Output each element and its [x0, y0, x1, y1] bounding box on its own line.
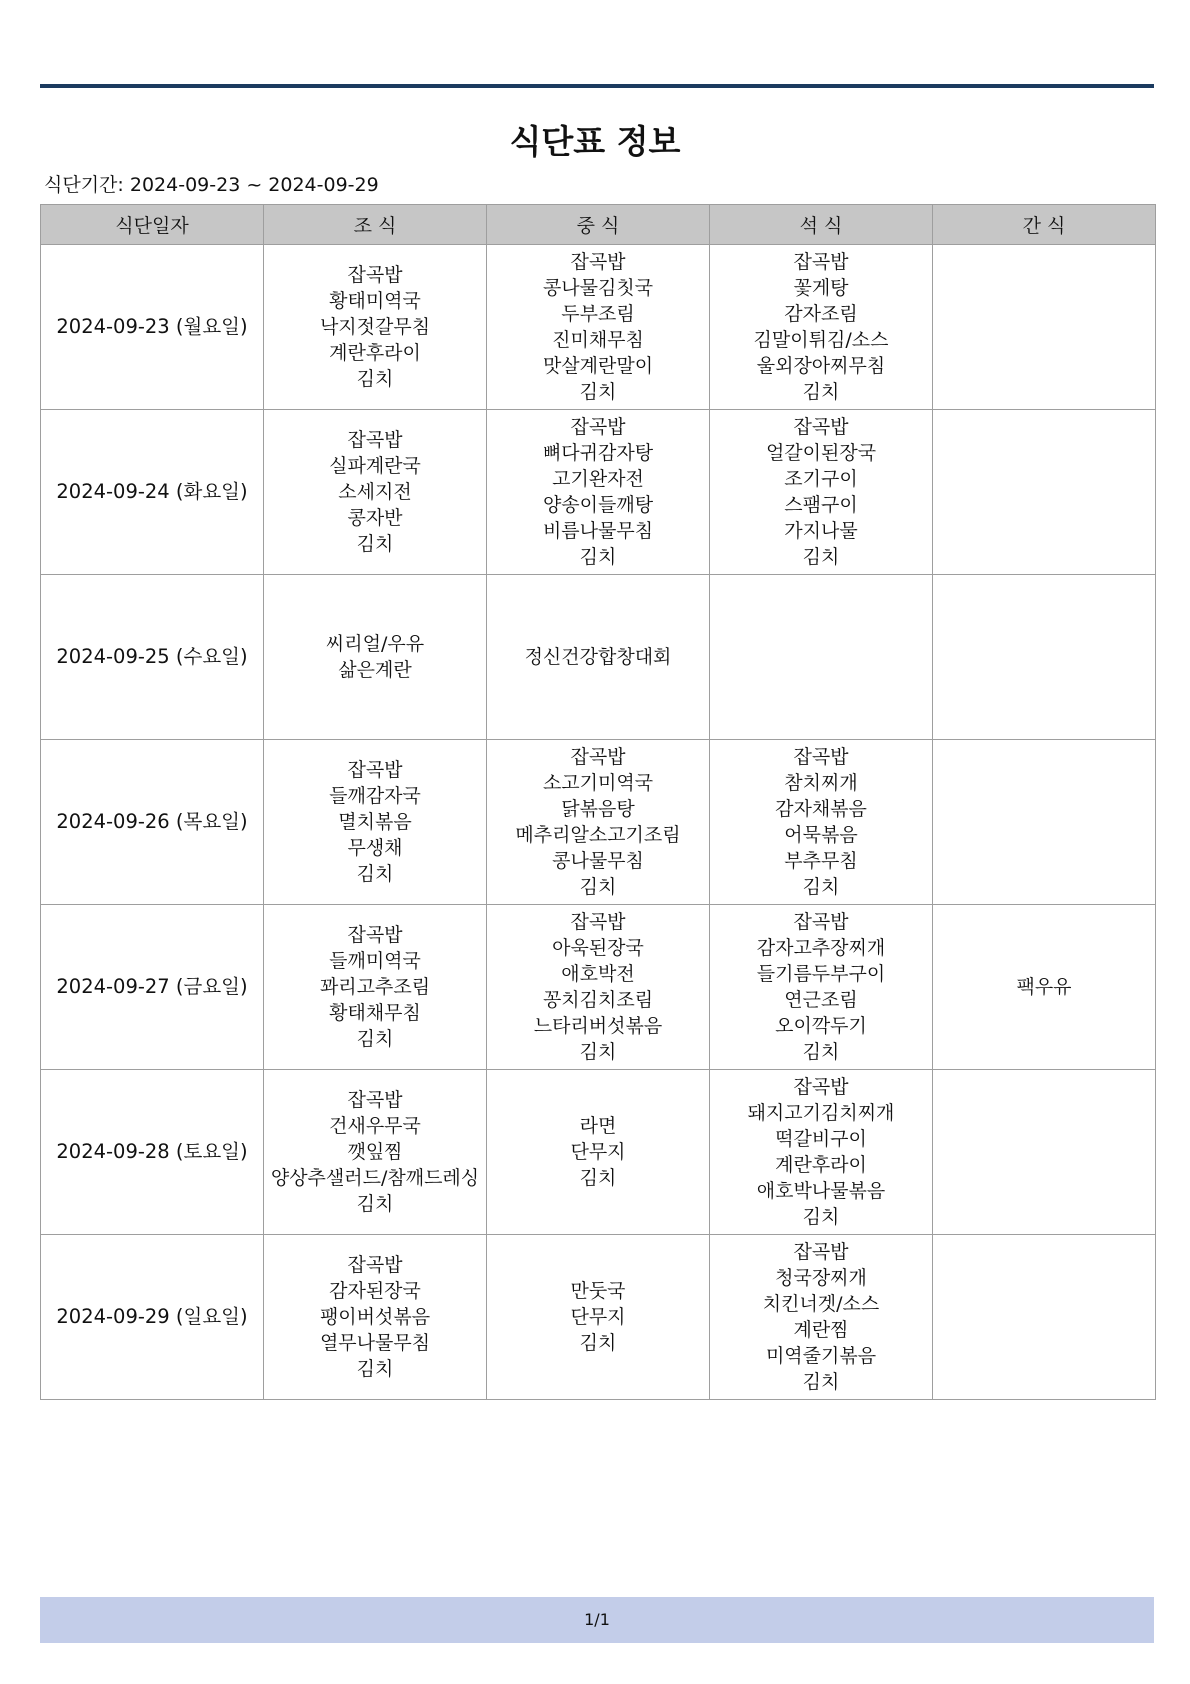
menu-item: 들깨미역국: [329, 950, 421, 972]
header-date: 식단일자: [41, 205, 264, 245]
menu-item: 정신건강합창대회: [524, 646, 672, 668]
menu-item: 양송이들깨탕: [542, 494, 654, 516]
menu-item: 꽈리고추조림: [319, 976, 431, 998]
menu-item: 콩나물무침: [552, 850, 644, 872]
menu-item: 맛살계란말이: [542, 355, 654, 377]
menu-item: 김치: [579, 546, 617, 568]
menu-item: 잡곡밥: [347, 429, 403, 451]
menu-item: 김치: [356, 863, 394, 885]
menu-item: 실파계란국: [329, 455, 421, 477]
header-breakfast: 조 식: [264, 205, 487, 245]
date-cell: 2024-09-28 (토요일): [41, 1070, 264, 1235]
menu-item: 계란후라이: [775, 1154, 867, 1176]
lunch-cell: [487, 740, 710, 905]
menu-item: 팽이버섯볶음: [319, 1306, 431, 1328]
menu-item: 부추무침: [784, 850, 858, 872]
menu-item: 어묵볶음: [784, 824, 858, 846]
menu-item: 김치: [356, 533, 394, 555]
menu-item: 김치: [356, 368, 394, 390]
snack-cell: [933, 740, 1156, 905]
menu-item: 김말이튀김/소스: [753, 329, 889, 351]
menu-item: 콩나물김칫국: [542, 277, 654, 299]
menu-item: 김치: [356, 1193, 394, 1215]
table-row: [41, 575, 1156, 740]
menu-item: 황태미역국: [329, 290, 421, 312]
page-title: 식단표 정보: [509, 122, 681, 161]
menu-item: 씨리얼/우유: [325, 633, 425, 655]
menu-item: 잡곡밥: [793, 1076, 849, 1098]
menu-item: 진미채무침: [552, 329, 644, 351]
menu-item: 소세지전: [338, 481, 412, 503]
menu-item: 떡갈비구이: [775, 1128, 867, 1150]
menu-item: 계란찜: [793, 1319, 849, 1341]
dinner-cell: [710, 245, 933, 410]
menu-item: 김치: [579, 1041, 617, 1063]
menu-item: 얼갈이된장국: [765, 442, 877, 464]
menu-item: 감자채볶음: [775, 798, 867, 820]
menu-item: 느타리버섯볶음: [533, 1015, 663, 1037]
lunch-cell: [487, 245, 710, 410]
menu-item: 잡곡밥: [347, 1254, 403, 1276]
menu-item: 김치: [802, 1371, 840, 1393]
menu-item: 김치: [579, 876, 617, 898]
menu-item: 무생채: [347, 837, 403, 859]
menu-item: 계란후라이: [329, 342, 421, 364]
menu-item: 참치찌개: [784, 772, 858, 794]
menu-item: 김치: [579, 1332, 617, 1354]
breakfast-cell: [264, 245, 487, 410]
menu-item: 뼈다귀감자탕: [542, 442, 654, 464]
date-cell: 2024-09-29 (일요일): [41, 1235, 264, 1400]
header-rule: [40, 84, 1154, 88]
menu-item: 애호박나물볶음: [756, 1180, 886, 1202]
menu-item: 잡곡밥: [793, 251, 849, 273]
menu-item: 울외장아찌무침: [756, 355, 886, 377]
table-row: [41, 410, 1156, 575]
header-lunch: 중 식: [487, 205, 710, 245]
dinner-cell: [710, 740, 933, 905]
snack-cell: [933, 1235, 1156, 1400]
menu-item: 잡곡밥: [347, 759, 403, 781]
menu-item: 조기구이: [784, 468, 858, 490]
menu-item: 꽃게탕: [793, 277, 849, 299]
menu-item: 들기름두부구이: [756, 963, 886, 985]
date-cell: 2024-09-24 (화요일): [41, 410, 264, 575]
menu-item: 메추리알소고기조림: [515, 824, 681, 846]
menu-item: 단무지: [570, 1306, 626, 1328]
menu-item: 소고기미역국: [542, 772, 654, 794]
menu-item: 콩자반: [347, 507, 403, 529]
table-body: [41, 245, 1156, 1400]
dinner-cell: [710, 905, 933, 1070]
header-dinner: 석 식: [710, 205, 933, 245]
menu-item: 감자된장국: [329, 1280, 421, 1302]
menu-item: 청국장찌개: [775, 1267, 867, 1289]
meal-period: 식단기간: 2024-09-23 ~ 2024-09-29: [44, 174, 379, 196]
menu-item: 애호박전: [561, 963, 635, 985]
meal-table: [40, 204, 1156, 1400]
menu-item: 잡곡밥: [347, 924, 403, 946]
date-cell: 2024-09-23 (월요일): [41, 245, 264, 410]
menu-item: 닭볶음탕: [561, 798, 635, 820]
snack-cell: [933, 245, 1156, 410]
dinner-cell: [710, 1235, 933, 1400]
menu-item: 삶은계란: [338, 659, 412, 681]
menu-item: 오이깍두기: [775, 1015, 867, 1037]
menu-item: 고기완자전: [552, 468, 644, 490]
menu-item: 돼지고기김치찌개: [747, 1102, 895, 1124]
breakfast-cell: [264, 410, 487, 575]
date-cell: 2024-09-25 (수요일): [41, 575, 264, 740]
menu-item: 만둣국: [570, 1280, 626, 1302]
menu-item: 들깨감자국: [329, 785, 421, 807]
menu-item: 감자고추장찌개: [756, 937, 886, 959]
menu-item: 김치: [579, 1167, 617, 1189]
menu-item: 낙지젓갈무침: [319, 316, 431, 338]
menu-item: 비름나물무침: [542, 520, 654, 542]
table-row: [41, 1070, 1156, 1235]
menu-item: 잡곡밥: [570, 746, 626, 768]
header-snack: 간 식: [933, 205, 1156, 245]
menu-item: 잡곡밥: [793, 911, 849, 933]
menu-item: 아욱된장국: [552, 937, 644, 959]
breakfast-cell: [264, 1235, 487, 1400]
menu-item: 잡곡밥: [347, 1089, 403, 1111]
lunch-cell: [487, 1070, 710, 1235]
breakfast-cell: [264, 1070, 487, 1235]
menu-item: 감자조림: [784, 303, 858, 325]
menu-item: 김치: [802, 876, 840, 898]
lunch-cell: [487, 575, 710, 740]
menu-item: 미역줄기볶음: [765, 1345, 877, 1367]
menu-item: 잡곡밥: [347, 264, 403, 286]
menu-item: 김치: [579, 381, 617, 403]
menu-item: 멸치볶음: [338, 811, 412, 833]
menu-item: 두부조림: [561, 303, 635, 325]
menu-item: 잡곡밥: [793, 1241, 849, 1263]
dinner-cell: [710, 410, 933, 575]
menu-item: 김치: [802, 1041, 840, 1063]
menu-item: 열무나물무침: [319, 1332, 431, 1354]
menu-item: 꽁치김치조림: [542, 989, 654, 1011]
dinner-cell: [710, 1070, 933, 1235]
menu-item: 황태채무침: [329, 1002, 421, 1024]
lunch-cell: [487, 410, 710, 575]
breakfast-cell: [264, 575, 487, 740]
date-cell: 2024-09-26 (목요일): [41, 740, 264, 905]
breakfast-cell: [264, 740, 487, 905]
snack-cell: [933, 575, 1156, 740]
menu-item: 김치: [802, 1206, 840, 1228]
menu-item: 김치: [356, 1028, 394, 1050]
menu-item: 잡곡밥: [793, 746, 849, 768]
menu-item: 치킨너겟/소스: [762, 1293, 880, 1315]
lunch-cell: [487, 1235, 710, 1400]
menu-item: 라면: [579, 1115, 617, 1137]
menu-item: 스팸구이: [784, 494, 858, 516]
menu-item: 잡곡밥: [570, 911, 626, 933]
menu-item: 잡곡밥: [570, 251, 626, 273]
snack-cell: [933, 905, 1156, 1070]
menu-item: 깻잎찜: [347, 1141, 403, 1163]
table-row: [41, 1235, 1156, 1400]
breakfast-cell: [264, 905, 487, 1070]
menu-item: 잡곡밥: [793, 416, 849, 438]
menu-item: 잡곡밥: [570, 416, 626, 438]
lunch-cell: [487, 905, 710, 1070]
menu-item: 양상추샐러드/참깨드레싱: [270, 1167, 480, 1189]
menu-item: 단무지: [570, 1141, 626, 1163]
dinner-cell: [710, 575, 933, 740]
snack-cell: [933, 410, 1156, 575]
menu-item: 팩우유: [1016, 976, 1072, 998]
menu-item: 가지나물: [784, 520, 858, 542]
date-cell: 2024-09-27 (금요일): [41, 905, 264, 1070]
table-row: [41, 905, 1156, 1070]
page-number: 1/1: [584, 1610, 610, 1629]
page-footer: [40, 1597, 1154, 1643]
snack-cell: [933, 1070, 1156, 1235]
menu-item: 김치: [802, 546, 840, 568]
menu-item: 건새우무국: [329, 1115, 421, 1137]
menu-item: 김치: [356, 1358, 394, 1380]
table-header-row: [41, 205, 1156, 245]
table-row: [41, 740, 1156, 905]
menu-item: 김치: [802, 381, 840, 403]
table-row: [41, 245, 1156, 410]
menu-item: 연근조림: [784, 989, 858, 1011]
